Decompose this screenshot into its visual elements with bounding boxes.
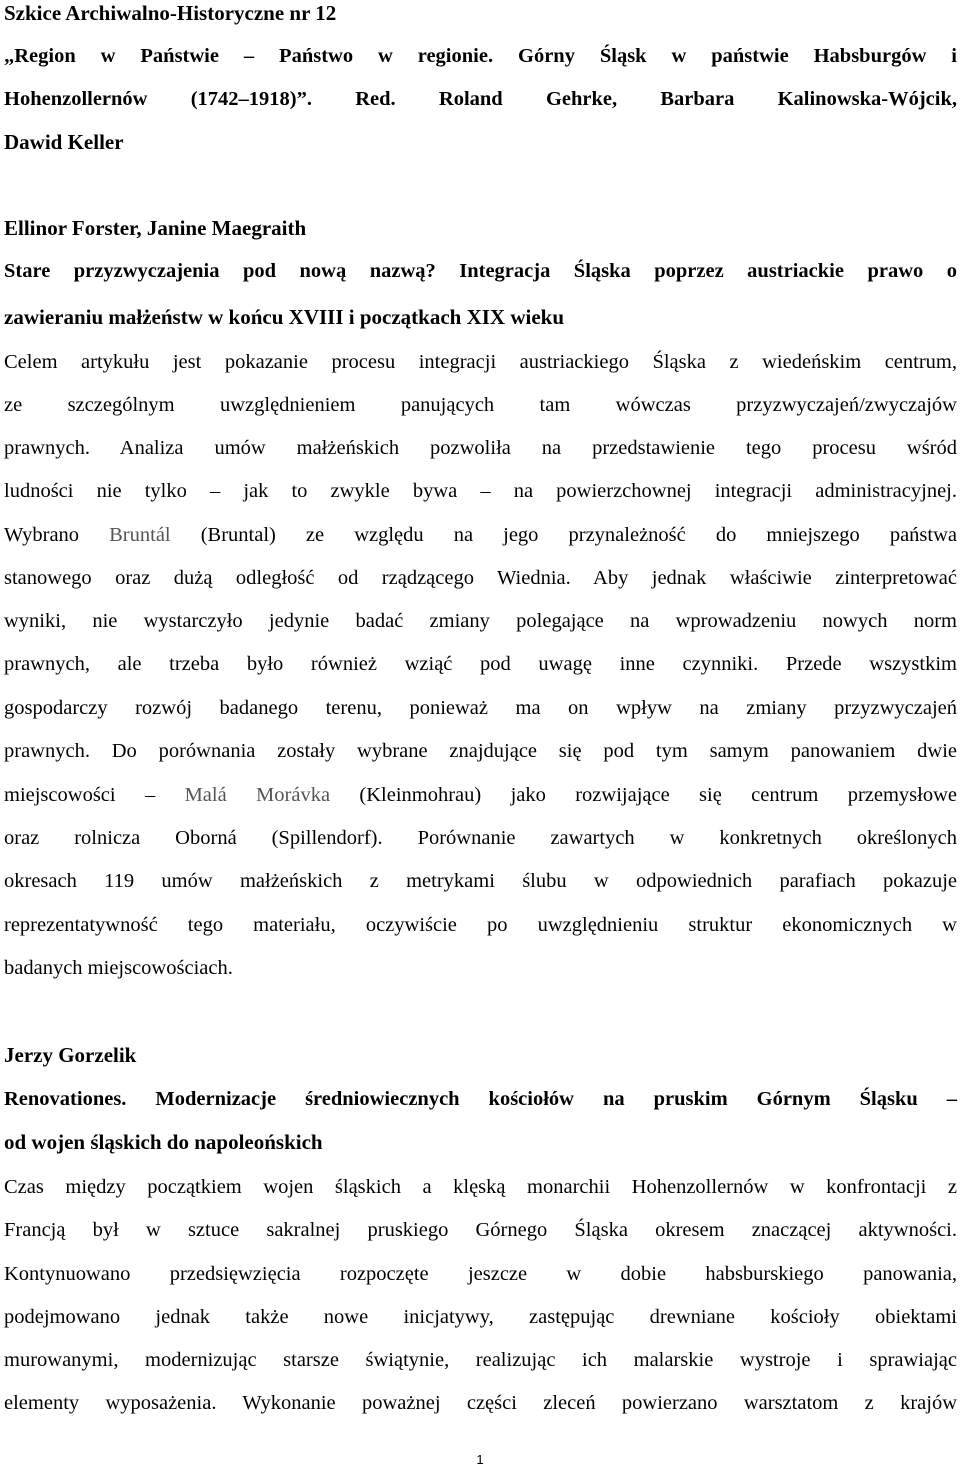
article2-text-line: elementy wyposażenia. Wykonanie poważnej części zleceń powierzano warsztatom z krajów (4, 1392, 957, 1414)
article1-text-line: prawnych, ale trzeba było również wziąć pod uwagę inne czynniki. Przede wszystkim (4, 653, 957, 675)
article1-text-line: ludności nie tylko – jak to zwykle bywa – na powierzchownej integracji administracyjnej. (4, 480, 957, 502)
place-name: Bruntál (109, 524, 171, 546)
article2-author: Jerzy Gorzelik (4, 1043, 137, 1067)
article1-text-line: Celem artykułu jest pokazanie procesu integracji austriackiego Śląska z wiedeńskim centrum, (4, 351, 957, 373)
article2-title-line-2: od wojen śląskich do napoleońskich (4, 1130, 323, 1154)
article1-text-line (4, 514, 957, 557)
article1-text-line (4, 774, 957, 817)
article2-text-line: podejmowano jednak także nowe inicjatywy, zastępując drewniane kościoły obiektami (4, 1306, 957, 1328)
place-name: Malá Morávka (184, 784, 331, 806)
article1-title-line-2: zawieraniu małżeństw w końcu XVIII i początkach XIX wieku (4, 305, 565, 329)
article1-authors: Ellinor Forster, Janine Maegraith (4, 216, 307, 240)
article2-text-line: Czas między początkiem wojen śląskich a klęską monarchii Hohenzollernów w konfrontacji z (4, 1176, 957, 1198)
article2-text-line: Francją był w sztuce sakralnej pruskiego Górnego Śląska okresem znaczącej aktywności. (4, 1219, 957, 1241)
article1-text-line: ze szczególnym uwzględnieniem panujących tam wówczas przyzwyczajeń/zwyczajów (4, 394, 957, 416)
text-segment: (Kleinmohrau) jako rozwijające się centrum przemysłowe (359, 784, 958, 806)
article1-text-line: stanowego oraz dużą odległość od rządzącego Wiednia. Aby jednak właściwie zinterpretować (4, 567, 957, 589)
volume-title-line-1: „Region w Państwie – Państwo w regionie. Górny Śląsk w państwie Habsburgów i (4, 45, 957, 67)
volume-title-line-2: Hohenzollernów (1742–1918)”. Red. Roland Gehrke, Barbara Kalinowska-Wójcik, (4, 88, 957, 110)
article2-text-line: murowanymi, modernizując starsze świątynie, realizując ich malarskie wystroje i sprawiając (4, 1349, 957, 1371)
article1-text-line: prawnych. Analiza umów małżeńskich pozwoliła na przedstawienie tego procesu wśród (4, 437, 957, 459)
page-number: 1 (476, 1452, 484, 1467)
text-segment: miejscowości – (4, 784, 156, 806)
article1-text-line: okresach 119 umów małżeńskich z metrykami ślubu w odpowiednich parafiach pokazuje (4, 870, 957, 892)
article2-text-line: Kontynuowano przedsięwzięcia rozpoczęte jeszcze w dobie habsburskiego panowania, (4, 1263, 957, 1285)
article1-text-line: reprezentatywność tego materiału, oczywiście po uwzględnieniu struktur ekonomicznych w (4, 914, 957, 936)
article1-text-line: oraz rolnicza Oborná (Spillendorf). Porównanie zawartych w konkretnych określonych (4, 827, 957, 849)
article1-text-line: prawnych. Do porównania zostały wybrane znajdujące się pod tym samym panowaniem dwie (4, 740, 957, 762)
article1-title-line-1: Stare przyzwyczajenia pod nową nazwą? Integracja Śląska poprzez austriackie prawo o (4, 260, 957, 282)
article1-text-line: gospodarczy rozwój badanego terenu, ponieważ ma on wpływ na zmiany przyzwyczajeń (4, 697, 957, 719)
series-title: Szkice Archiwalno-Historyczne nr 12 (4, 1, 337, 25)
article1-text-line: wyniki, nie wystarczyło jedynie badać zmiany polegające na wprowadzeniu nowych norm (4, 610, 957, 632)
text-segment: Wybrano (4, 524, 80, 546)
text-segment: (Bruntal) ze względu na jego przynależność do mniejszego państwa (200, 524, 958, 546)
volume-title-line-3: Dawid Keller (4, 130, 124, 154)
article2-title-line-1: Renovationes. Modernizacje średniowiecznych kościołów na pruskim Górnym Śląsku – (4, 1088, 957, 1110)
article1-text-line: badanych miejscowościach. (4, 957, 233, 979)
